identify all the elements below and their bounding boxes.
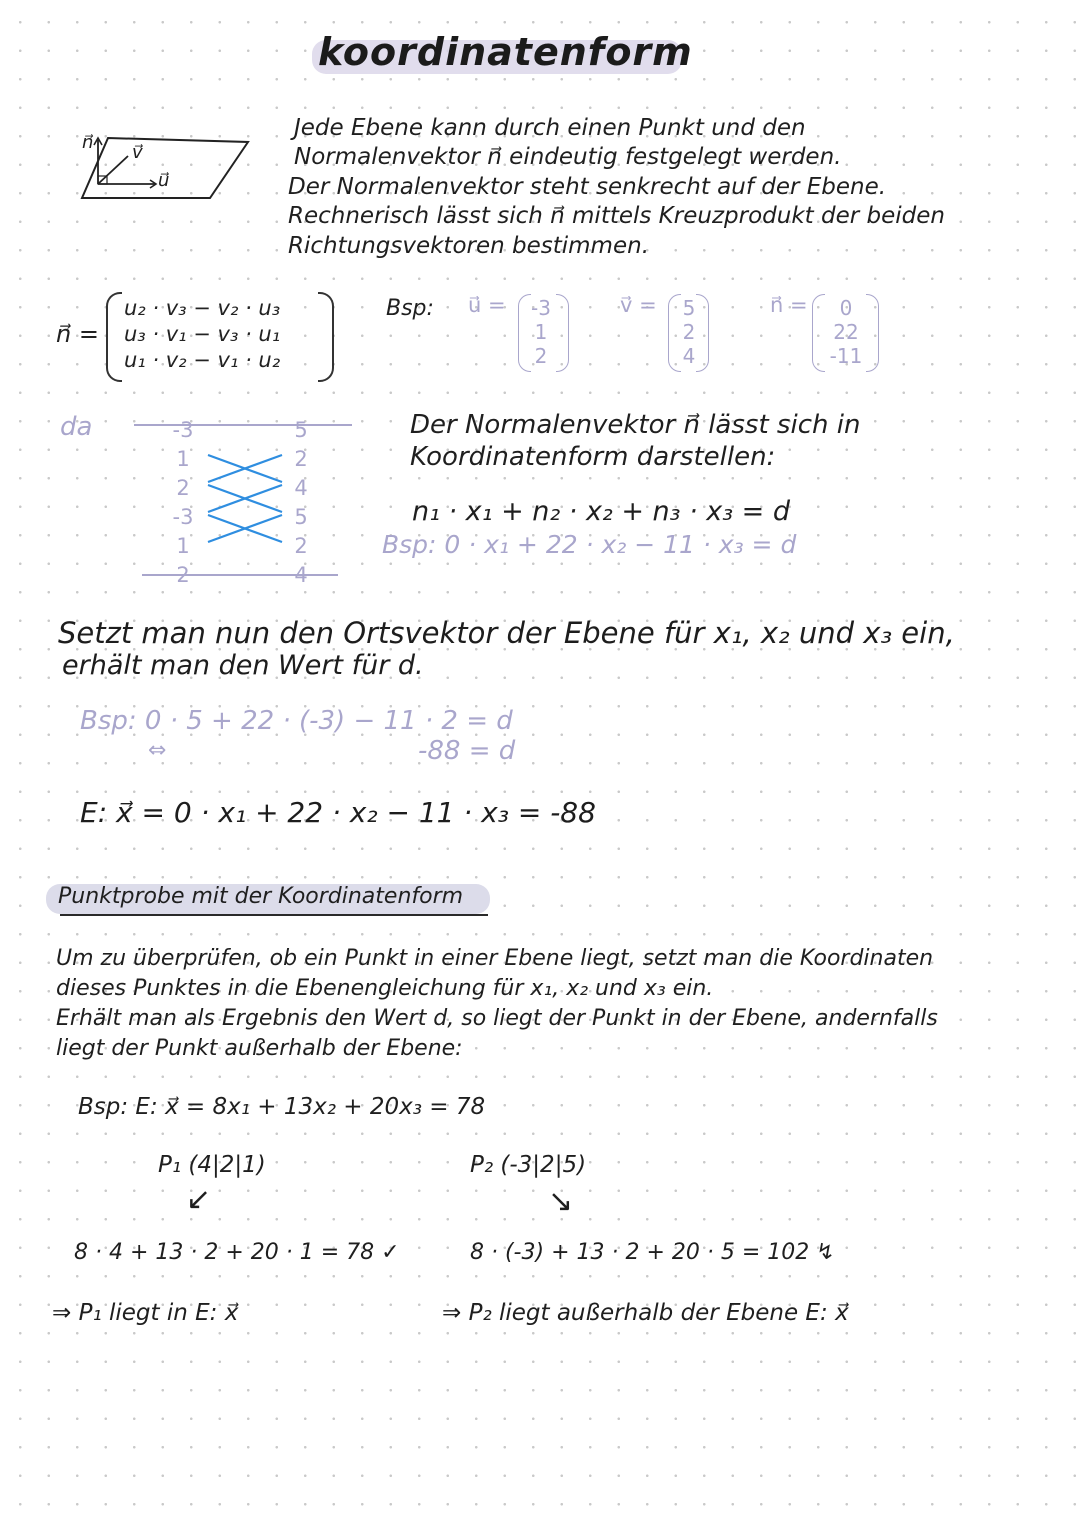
vector-u-label: u⃗ = <box>468 293 506 317</box>
formula-row: u₃ · v₁ − v₃ · u₁ <box>124 322 281 346</box>
scheme-value: 5 <box>294 505 308 529</box>
point-p1-label: P₁ (4|2|1) <box>158 1152 266 1178</box>
vector-n-bracket-left <box>812 294 825 372</box>
formula-row: u₁ · v₂ − v₁ · u₂ <box>124 348 281 372</box>
scheme-value: 1 <box>176 447 190 471</box>
vector-value: -11 <box>829 344 863 368</box>
vector-value: 22 <box>833 320 859 344</box>
vector-u-bracket-right <box>556 294 569 372</box>
point-p2-label: P₂ (-3|2|5) <box>470 1152 587 1178</box>
cross-scheme-label: da <box>60 412 93 442</box>
d-example-line: Bsp: 0 · 5 + 22 · (-3) − 11 · 2 = d <box>80 706 513 736</box>
coordinate-equation-example: Bsp: 0 · x₁ + 22 · x₂ − 11 · x₃ = d <box>382 530 797 559</box>
scheme-value: -3 <box>172 505 194 529</box>
point-p1-result: ⇒ P₁ liegt in E: x⃗ <box>52 1300 239 1326</box>
scheme-value: -3 <box>172 418 194 442</box>
vector-n-label: n⃗ = <box>770 293 808 317</box>
intro-line: Rechnerisch lässt sich n⃗ mittels Kreuzprodukt der beiden <box>288 203 945 229</box>
normal-text-line: Der Normalenvektor n⃗ lässt sich in <box>410 410 861 440</box>
test-equation: Bsp: E: x⃗ = 8x₁ + 13x₂ + 20x₃ = 78 <box>78 1094 486 1120</box>
cross-scheme-left <box>168 416 198 590</box>
plane-sketch <box>70 120 270 210</box>
vector-value: 0 <box>839 296 853 320</box>
intro-line: Der Normalenvektor steht senkrecht auf der Ebene. <box>288 174 887 200</box>
scheme-value: 4 <box>294 476 308 500</box>
normal-text-line: Koordinatenform darstellen: <box>410 442 776 472</box>
intro-line: Jede Ebene kann durch einen Punkt und den <box>294 115 806 141</box>
page-title: koordinatenform <box>318 30 693 74</box>
vector-v-values <box>674 296 704 368</box>
point-p2-result: ⇒ P₂ liegt außerhalb der Ebene E: x⃗ <box>442 1300 849 1326</box>
scheme-value: 4 <box>294 563 308 587</box>
scheme-value: 2 <box>294 534 308 558</box>
scheme-value: 2 <box>176 563 190 587</box>
sketch-n-label: n⃗ <box>82 132 94 153</box>
arrow-down-right-icon: ↘ <box>548 1184 574 1219</box>
scheme-value: 2 <box>294 447 308 471</box>
scheme-value: 2 <box>176 476 190 500</box>
test-text-line: dieses Punktes in die Ebenengleichung für x₁, x₂ und x₃ ein. <box>56 976 714 1001</box>
sketch-v-label: v⃗ <box>132 142 143 163</box>
cross-scheme-right <box>286 416 316 590</box>
formula-bracket-right <box>318 292 334 382</box>
vector-value: 2 <box>534 344 548 368</box>
vector-n-bracket-right <box>866 294 879 372</box>
sketch-u-label: u⃗ <box>158 170 170 191</box>
vector-value: 4 <box>682 344 696 368</box>
arrow-down-left-icon: ↙ <box>186 1182 212 1217</box>
vector-u-values <box>526 296 556 368</box>
section-subheading: Punktprobe mit der Koordinatenform <box>58 884 464 909</box>
equivalence-icon: ⇔ <box>148 738 167 763</box>
coordinate-equation: n₁ · x₁ + n₂ · x₂ + n₃ · x₃ = d <box>412 496 790 527</box>
subheading-underline <box>60 914 488 916</box>
vector-value: 2 <box>682 320 696 344</box>
plane-equation: E: x⃗ = 0 · x₁ + 22 · x₂ − 11 · x₃ = -88 <box>80 796 596 829</box>
vector-value: 1 <box>534 320 548 344</box>
set-text-line: Setzt man nun den Ortsvektor der Ebene für x₁, x₂ und x₃ ein, <box>58 616 955 650</box>
formula-row: u₂ · v₃ − v₂ · u₃ <box>124 296 281 320</box>
vector-value: 5 <box>682 296 696 320</box>
cross-scheme-lines <box>130 415 360 585</box>
intro-line: Normalenvektor n⃗ eindeutig festgelegt werden. <box>294 144 842 170</box>
set-text-line: erhält man den Wert für d. <box>62 650 424 681</box>
formula-lhs: n⃗ = <box>56 320 99 348</box>
test-text-line: Um zu überprüfen, ob ein Punkt in einer Ebene liegt, setzt man die Koordinaten <box>56 946 934 971</box>
intro-line: Richtungsvektoren bestimmen. <box>288 233 650 259</box>
scheme-value: 5 <box>294 418 308 442</box>
d-result: -88 = d <box>418 736 516 766</box>
point-p1-calc: 8 · 4 + 13 · 2 + 20 · 1 = 78 ✓ <box>74 1240 400 1265</box>
formula-bracket-left <box>106 292 122 382</box>
test-text-line: liegt der Punkt außerhalb der Ebene: <box>56 1036 463 1061</box>
vector-n-values <box>826 296 866 368</box>
point-p2-calc: 8 · (-3) + 13 · 2 + 20 · 5 = 102 ↯ <box>470 1240 835 1265</box>
vector-v-label: v⃗ = <box>620 293 657 317</box>
vectors-example-label: Bsp: <box>386 296 434 321</box>
vector-value: -3 <box>531 296 551 320</box>
test-text-line: Erhält man als Ergebnis den Wert d, so liegt der Punkt in der Ebene, andernfalls <box>56 1006 938 1031</box>
scheme-value: 1 <box>176 534 190 558</box>
